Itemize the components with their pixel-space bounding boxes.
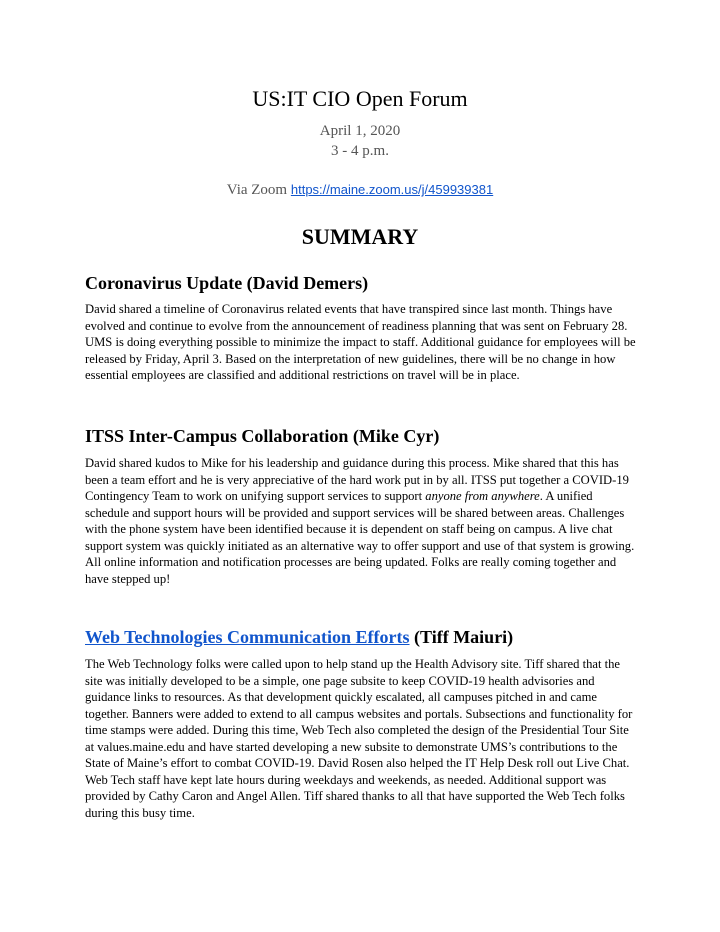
body-text: . A unified schedule and support hours will be provided and support services will be shared between areas. Challenges with the phone system have been identified because it is dependent on staff being on campus. A live chat support system was quickly initiated as an alternative way to offer support and use of that system is growing. All online information and notification processes are being updated. Folks are really coming together and have stepped up!: [85, 489, 635, 586]
page-title: US:IT CIO Open Forum: [252, 86, 468, 111]
zoom-link[interactable]: https://maine.zoom.us/j/459939381: [290, 182, 494, 197]
zoom-line: [0, 180, 720, 200]
section-body-coronavirus: David shared a timeline of Coronavirus related events that have transpired since last month. Things have evolved and continue to evolve from the announcement of readiness planning that was sent on February 28. UMS is doing everything possible to minimize the impact to staff. Additional guidance for employees will be released by Friday, April 3. Based on the interpretation of new guidelines, there will be no change in how essential employees are classified and additional restrictions on travel will be in place.: [85, 302, 636, 382]
body-text: David shared kudos to Mike for his leadership and guidance during this process. Mike shared that this has been a team effort and he is very appreciative of the hard work put in by all. ITSS put together a COVID-19 Contingency Team to work on unifying support services to support: [85, 456, 629, 503]
section-body-itss: [85, 455, 637, 587]
meeting-date: April 1, 2020: [319, 123, 401, 139]
section-body-web-tech: The Web Technology folks were called upon to help stand up the Health Advisory site. Tiff shared that the site was initially developed to be a simple, one page subsite to keep COVID-19 health advisories and guidance links to resources. As that development quickly escalated, all campuses pitched in and came together. Banners were added to extend to all campus websites and portals. Subsections and functionality for time stamps were added. During this time, Web Tech also completed the design of the Presidential Tour Site at values.maine.edu and have started developing a new subsite to demonstrate UMS’s contributions to the State of Maine’s effort to combat COVID-19. David Rosen also helped the IT Help Desk roll out Live Chat. Web Tech staff have kept late hours during weekdays and weekends, as needed. Additional support was provided by Cathy Caron and Angel Allen. Tiff shared thanks to all that have supported the Web Tech folks during this busy time.: [85, 657, 633, 820]
section-heading-web-tech: [85, 625, 513, 649]
meeting-time: 3 - 4 p.m.: [331, 143, 389, 159]
body-italic-text: anyone from anywhere: [425, 489, 540, 503]
web-tech-heading-presenter: (Tiff Maiuri): [409, 627, 514, 647]
via-zoom-label: Via Zoom: [226, 182, 288, 198]
web-tech-heading-link[interactable]: Web Technologies Communication Efforts: [85, 627, 410, 647]
section-heading-coronavirus: Coronavirus Update (David Demers): [85, 273, 369, 293]
section-heading-itss: ITSS Inter-Campus Collaboration (Mike Cyr): [85, 426, 440, 446]
summary-heading: SUMMARY: [301, 224, 419, 249]
